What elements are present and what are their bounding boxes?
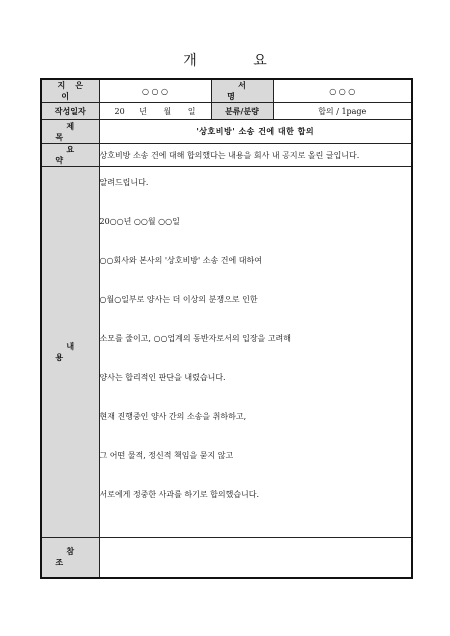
content-line: ○월○일부로 양사는 더 이상의 분쟁으로 인한 (99, 294, 258, 304)
content-label: 내 용 (41, 167, 99, 538)
content-body (99, 167, 412, 538)
category-label: 분류/분량 (211, 103, 273, 120)
summary-label: 요 약 (41, 144, 99, 167)
content-line: 서로에게 정중한 사과를 하기로 합의했습니다. (99, 489, 260, 499)
date-row (41, 103, 412, 120)
date-day-unit: 일 (187, 106, 196, 116)
content-line: 알려드립니다. (99, 177, 149, 187)
content-line: 소모를 줄이고, ○○업계의 동반자로서의 입장을 고려해 (99, 333, 292, 343)
date-month-unit: 월 (163, 106, 172, 116)
date-label: 작성일자 (41, 103, 99, 120)
summary-value: 상호비방 소송 건에 대해 합의했다는 내용을 회사 내 공지로 올린 글입니다. (99, 144, 412, 167)
summary-row (41, 144, 412, 167)
content-line: 그 어떤 물적, 정신적 책임을 묻지 않고 (99, 450, 234, 460)
author-row (41, 79, 412, 103)
content-line: 20○○년 ○○월 ○○일 (99, 216, 180, 226)
document-title: 개 요 (183, 53, 293, 69)
signature-value: ○ ○ ○ (273, 79, 412, 103)
date-value (99, 103, 211, 120)
reference-value (99, 538, 412, 578)
date-year: 20 (114, 106, 125, 116)
category-value: 합의 / 1page (273, 103, 412, 120)
content-line: 양사는 합리적인 판단을 내렸습니다. (99, 372, 226, 382)
content-row (41, 167, 412, 538)
content-line: ○○회사와 본사의 '상호비방' 소송 건에 대하여 (99, 255, 262, 265)
subject-value: '상호비방' 소송 건에 대한 합의 (99, 120, 412, 144)
content-line: 현재 진행중인 양사 간의 소송을 취하하고, (99, 411, 247, 421)
summary-form (40, 78, 413, 579)
date-year-unit: 년 (139, 106, 147, 116)
author-label: 지은이 (41, 79, 99, 103)
reference-row (41, 538, 412, 578)
author-value: ○ ○ ○ (99, 79, 211, 103)
reference-label: 참 조 (41, 538, 99, 578)
subject-row (41, 120, 412, 144)
signature-label: 서 명 (211, 79, 273, 103)
subject-label: 제 목 (41, 120, 99, 144)
